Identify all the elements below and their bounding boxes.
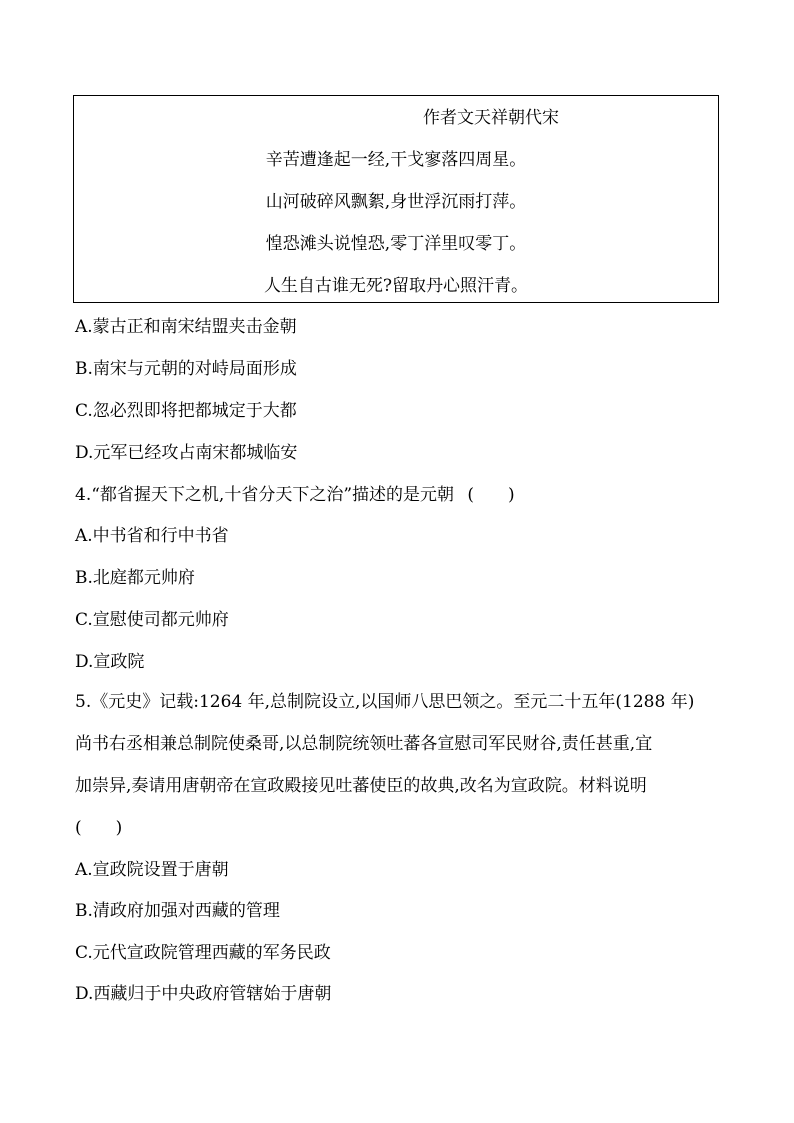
q4-option-b: B.北庭都元帅府 [75, 568, 195, 588]
q5-answer-blank: ( ) [75, 818, 123, 838]
q5-option-b: B.清政府加强对西藏的管理 [75, 901, 280, 921]
poem-line: 山河破碎风飘絮,身世浮沉雨打萍。 [265, 192, 527, 212]
q5-stem-line-1: 5.《元史》记载:1264 年,总制院设立,以国师八思巴领之。至元二十五年(1288 年) [75, 692, 695, 712]
q4-option-c: C.宣慰使司都元帅府 [75, 610, 229, 630]
poem-box [73, 95, 719, 303]
q4-stem [75, 484, 515, 506]
q5-option-c: C.元代宣政院管理西藏的军务民政 [75, 943, 331, 963]
poem-line: 惶恐滩头说惶恐,零丁洋里叹零丁。 [265, 234, 527, 254]
poem-line: 人生自古谁无死?留取丹心照汗青。 [263, 276, 529, 296]
q5-stem-line-2: 尚书右丞相兼总制院使桑哥,以总制院统领吐蕃各宣慰司军民财谷,责任甚重,宜 [75, 734, 653, 754]
q4-answer-blank: ( ) [467, 485, 515, 505]
q5-option-d: D.西藏归于中央政府管辖始于唐朝 [75, 984, 332, 1004]
q3-option-d: D.元军已经攻占南宋都城临安 [75, 443, 298, 463]
poem-title: 作者文天祥朝代宋 [423, 108, 559, 128]
q3-option-c: C.忽必烈即将把都城定于大都 [75, 401, 297, 421]
q5-option-a: A.宣政院设置于唐朝 [75, 860, 229, 880]
q5-stem-line-3: 加崇异,奏请用唐朝帝在宣政殿接见吐蕃使臣的故典,改名为宣政院。材料说明 [75, 776, 647, 796]
q4-option-d: D.宣政院 [75, 652, 145, 672]
q4-option-a: A.中书省和行中书省 [75, 526, 229, 546]
q3-option-b: B.南宋与元朝的对峙局面形成 [75, 359, 297, 379]
q3-option-a: A.蒙古正和南宋结盟夹击金朝 [75, 317, 297, 337]
poem-line: 辛苦遭逢起一经,干戈寥落四周星。 [265, 150, 527, 170]
q4-stem-text: 4.“都省握天下之机,十省分天下之治”描述的是元朝 [75, 485, 455, 505]
